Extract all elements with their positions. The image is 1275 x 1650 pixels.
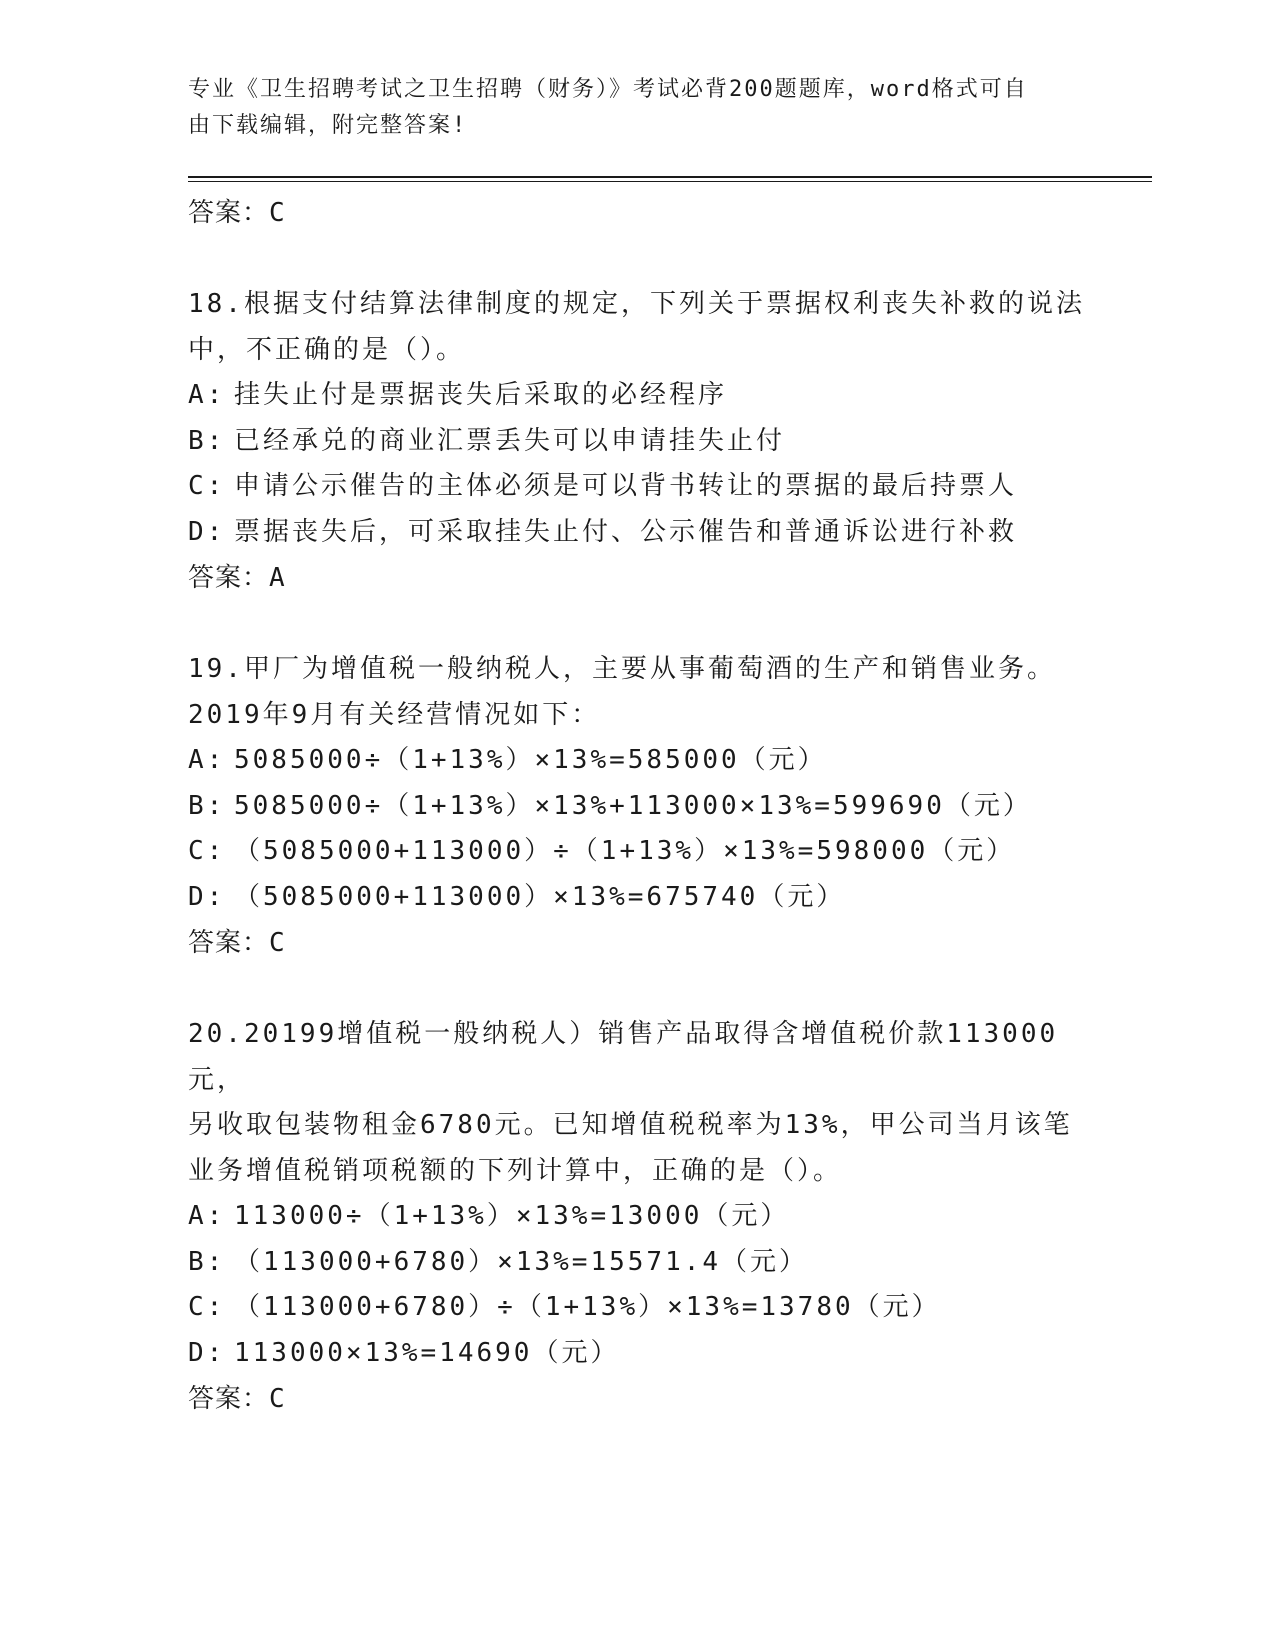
option-label: D: bbox=[188, 516, 226, 547]
answer-value: A bbox=[269, 563, 286, 593]
option-c bbox=[188, 464, 1088, 510]
answer-line bbox=[188, 555, 1088, 601]
option-d bbox=[188, 1331, 1088, 1377]
answer-value: C bbox=[269, 198, 286, 228]
question-stem: 另收取包装物租金6780元。已知增值税税率为13%，甲公司当月该笔 bbox=[188, 1110, 1073, 1140]
option-label: C: bbox=[188, 471, 226, 501]
option-label: D: bbox=[188, 881, 226, 912]
option-label: C: bbox=[188, 836, 226, 866]
answer-label: 答案： bbox=[188, 563, 270, 593]
option-label: B: bbox=[188, 1246, 226, 1277]
option-text: （5085000+113000）×13%=675740（元） bbox=[234, 881, 846, 912]
header-divider-thick bbox=[188, 176, 1152, 178]
answer-value: C bbox=[269, 1384, 286, 1414]
option-text: 5085000÷（1+13%）×13%=585000（元） bbox=[234, 745, 827, 775]
answer-line bbox=[188, 1376, 1088, 1422]
question-stem: 中，不正确的是（）。 bbox=[188, 334, 466, 365]
option-c bbox=[188, 829, 1088, 875]
option-text: 挂失止付是票据丧失后采取的必经程序 bbox=[234, 380, 728, 410]
question-19 bbox=[188, 647, 1088, 966]
option-label: B: bbox=[188, 425, 226, 456]
question-stem: 20.20199增值税一般纳税人）销售产品取得含增值税价款113000元， bbox=[188, 1019, 1059, 1095]
option-d bbox=[188, 510, 1088, 556]
option-text: 已经承兑的商业汇票丢失可以申请挂失止付 bbox=[234, 425, 786, 456]
option-a bbox=[188, 373, 1088, 419]
answer-label: 答案： bbox=[188, 928, 270, 958]
option-label: B: bbox=[188, 790, 226, 821]
option-b bbox=[188, 419, 1088, 465]
option-b bbox=[188, 1240, 1088, 1286]
option-text: （113000+6780）×13%=15571.4（元） bbox=[234, 1246, 809, 1277]
question-stem: 18.根据支付结算法律制度的规定，下列关于票据权利丧失补救的说法 bbox=[188, 289, 1085, 319]
question-18 bbox=[188, 282, 1088, 601]
question-stem: 2019年9月有关经营情况如下： bbox=[188, 699, 601, 730]
document-header bbox=[188, 72, 1068, 144]
option-label: A: bbox=[188, 380, 226, 410]
document-body bbox=[188, 190, 1088, 1422]
option-text: （5085000+113000）÷（1+13%）×13%=598000（元） bbox=[234, 836, 1016, 866]
header-line-2: 由下载编辑，附完整答案! bbox=[188, 113, 468, 138]
question-stem: 19.甲厂为增值税一般纳税人，主要从事葡萄酒的生产和销售业务。 bbox=[188, 654, 1056, 684]
header-divider-thin bbox=[188, 181, 1152, 182]
option-d bbox=[188, 875, 1088, 921]
answer-line bbox=[188, 190, 1088, 236]
option-text: 票据丧失后，可采取挂失止付、公示催告和普通诉讼进行补救 bbox=[234, 516, 1018, 547]
option-label: A: bbox=[188, 745, 226, 775]
header-line-1: 专业《卫生招聘考试之卫生招聘（财务）》考试必背200题题库，word格式可自 bbox=[188, 77, 1028, 102]
answer-line bbox=[188, 920, 1088, 966]
option-text: 5085000÷（1+13%）×13%+113000×13%=599690（元） bbox=[234, 790, 1032, 821]
option-text: 113000×13%=14690（元） bbox=[234, 1337, 620, 1368]
option-label: D: bbox=[188, 1337, 226, 1368]
option-label: A: bbox=[188, 1201, 226, 1231]
question-stem: 业务增值税销项税额的下列计算中，正确的是（）。 bbox=[188, 1155, 843, 1186]
option-text: 113000÷（1+13%）×13%=13000（元） bbox=[234, 1201, 790, 1231]
option-text: （113000+6780）÷（1+13%）×13%=13780（元） bbox=[234, 1292, 941, 1322]
option-text: 申请公示催告的主体必须是可以背书转让的票据的最后持票人 bbox=[234, 471, 1018, 501]
answer-label: 答案： bbox=[188, 198, 270, 228]
option-label: C: bbox=[188, 1292, 226, 1322]
option-a bbox=[188, 1194, 1088, 1240]
option-b bbox=[188, 784, 1088, 830]
answer-label: 答案： bbox=[188, 1384, 270, 1414]
answer-value: C bbox=[269, 928, 286, 958]
question-20 bbox=[188, 1012, 1088, 1422]
option-c bbox=[188, 1285, 1088, 1331]
option-a bbox=[188, 738, 1088, 784]
